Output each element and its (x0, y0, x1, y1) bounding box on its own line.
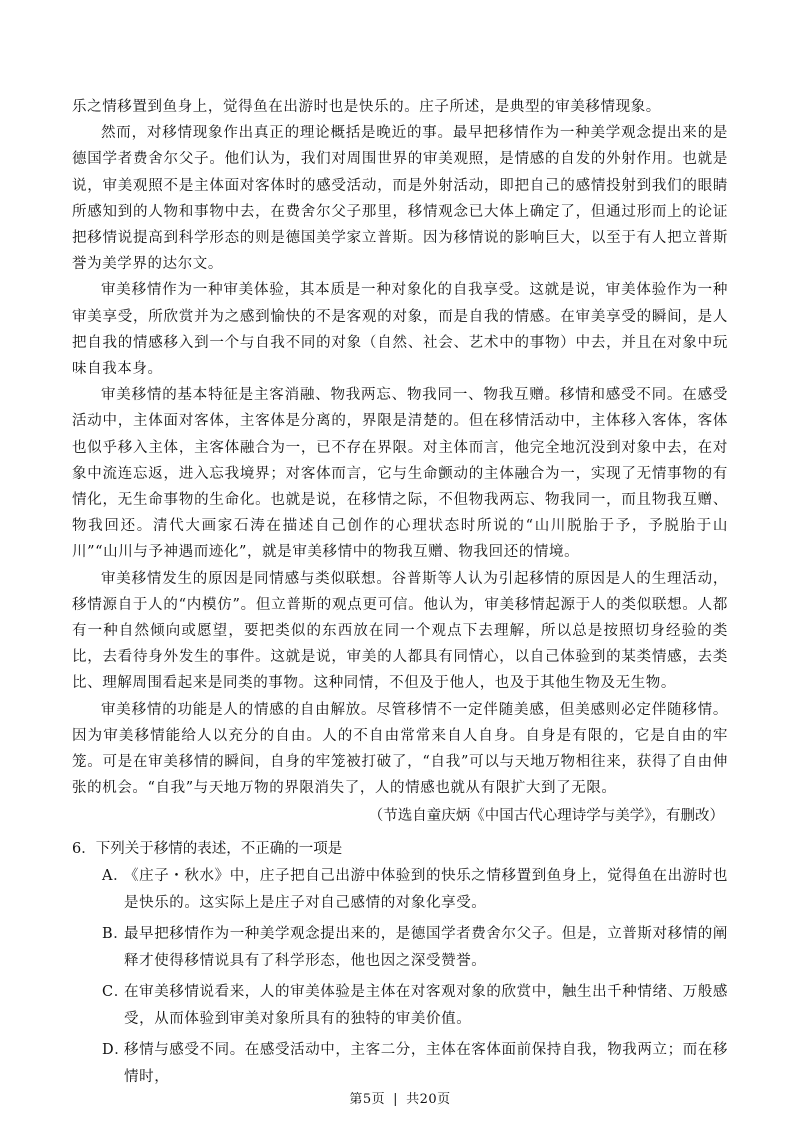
question-block (72, 836, 728, 1091)
option-letter: A． (102, 867, 129, 884)
page-total: 共20页 (406, 1092, 451, 1107)
paragraph-5: 审美移情发生的原因是同情感与类似联想。谷普斯等人认为引起移情的原因是人的生理活动，移情源自于人的“内模仿”。但立普斯的观点更可信。他认为，审美移情起源于人的类似联想。人都有一种自然倾向或愿望，要把类似的东西放在同一个观点下去理解，所以总是按照切身经验的类比，去看待身外发生的事件。这就是说，审美的人都具有同情心，以自己体验到的某类情感，去类比、理解周围看起来是同类的事物。这种同情，不但及于他人，也及于其他生物及无生物。 (72, 570, 728, 692)
page-number: 第5页 (349, 1092, 386, 1107)
option-text: 最早把移情作为一种美学观念提出来的，是德国学者费舍尔父子。但是，立普斯对移情的阐释才使得移情说具有了科学形态，他也因之深受赞誉。 (124, 925, 728, 969)
paragraph-4: 审美移情的基本特征是主客消融、物我两忘、物我同一、物我互赠。移情和感受不同。在感受活动中，主体面对客体，主客体是分离的，界限是清楚的。但在移情活动中，主体移入客体，客体也似乎移入主体，主客体融合为一，已不存在界限。对主体而言，他完全地沉没到对象中去，在对象中流连忘返，进入忘我境界；对客体而言，它与生命颤动的主体融合为一，实现了无情事物的有情化，无生命事物的生命化。也就是说，在移情之际，不但物我两忘、物我同一，而且物我互赠、物我回还。清代大画家石涛在描述自己创作的心理状态时所说的“山川脱胎于予，予脱胎于山川”“山川与予神遇而迹化”，就是审美移情中的物我互赠、物我回还的情境。 (72, 387, 728, 561)
paragraph-1: 乐之情移置到鱼身上，觉得鱼在出游时也是快乐的。庄子所述，是典型的审美移情现象。 (72, 99, 661, 115)
option-d (72, 1037, 728, 1091)
paragraph-3: 审美移情作为一种审美体验，其本质是一种对象化的自我享受。这就是说，审美体验作为一种审美享受，所欣赏并为之感到愉快的不是客观的对象，而是自我的情感。在审美享受的瞬间，是人把自我的情感移入到一个与自我不同的对象（自然、社会、艺术中的事物）中去，并且在对象中玩味自我本身。 (72, 282, 728, 378)
option-c (72, 979, 728, 1033)
footer-separator: | (393, 1092, 399, 1107)
option-text: 《庄子・秋水》中，庄子把自己出游中体验到的快乐之情移置到鱼身上，觉得鱼在出游时也是快乐的。这实际上是庄子对自己感情的对象化享受。 (124, 867, 728, 911)
source-citation: （节选自童庆炳《中国古代心理诗学与美学》，有删改） (368, 808, 724, 825)
question-stem: 6．下列关于移情的表述，不正确的一项是 (72, 840, 343, 857)
paragraph-6: 审美移情的功能是人的情感的自由解放。尽管移情不一定伴随美感，但美感则必定伴随移情。因为审美移情能给人以充分的自由。人的不自由常常来自人自身。自身是有限的，它是自由的牢笼。可是在审美移情的瞬间，自身的牢笼被打破了，“自我”可以与天地万物相往来，获得了自由伸张的机会。“自我”与天地万物的界限消失了，人的情感也就从有限扩大到了无限。 (72, 701, 728, 797)
option-list (72, 863, 728, 1091)
option-text: 移情与感受不同。在感受活动中，主客二分，主体在客体面前保持自我，物我两立；而在移情时， (124, 1041, 728, 1085)
option-a (72, 863, 728, 917)
page-footer (0, 1088, 800, 1107)
option-text: 在审美移情说看来，人的审美体验是主体在对客观对象的欣赏中，触生出千种情绪、万般感受，从而体验到审美对象所具有的独特的审美价值。 (124, 983, 728, 1027)
paragraph-2: 然而，对移情现象作出真正的理论概括是晚近的事。最早把移情作为一种美学观念提出来的是德国学者费舍尔父子。他们认为，我们对周围世界的审美观照，是情感的自发的外射作用。也就是说，审美观照不是主体面对客体时的感受活动，而是外射活动，即把自己的感情投射到我们的眼睛所感知到的人物和事物中去，在费舍尔父子那里，移情观念已大体上确定了，但通过形而上的论证把移情说提高到科学形态的则是德国美学家立普斯。因为移情说的影响巨大，以至于有人把立普斯誉为美学界的达尔文。 (72, 125, 728, 273)
article-body (72, 94, 728, 830)
option-b (72, 921, 728, 975)
option-letter: B． (102, 925, 129, 942)
option-letter: D． (102, 1041, 130, 1058)
option-letter: C． (102, 983, 129, 1000)
